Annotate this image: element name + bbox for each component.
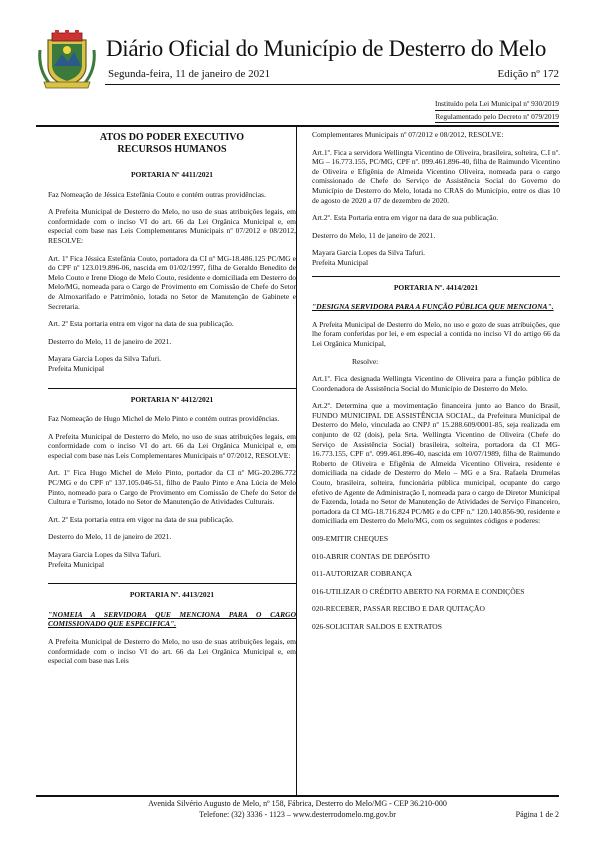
- footer-rule: [36, 795, 559, 797]
- right-column: [312, 130, 560, 640]
- portaria-4414-ementa: "DESIGNA SERVIDORA PARA A FUNÇÃO PÚBLICA QUE MENCIONA".: [312, 302, 554, 312]
- portaria-4413-art1: Art.1º. Fica a servidora Wellingta Vicentino de Oliveira, brasileira, solteira, C.I nº. MG – 16.773.155, PC/MG, CPF nº. 099.461.896-40, filha de Raimundo Vicentino de Oliveira e Efigênia de Almeida Vicentino Oliveira, nomeada para o cargo comissionado de Chefe do Serviço de Assistência Social do Governo do Município de Desterro do Melo, lotada no CRAS do Município, entre os dias 10 de agosto de 2020 a 07 de dezembro de 2020.: [312, 147, 560, 205]
- left-column: [48, 130, 296, 674]
- issue-date: Segunda-feira, 11 de janeiro de 2021: [108, 68, 271, 80]
- bank-code-item: 026-SOLICITAR SALDOS E EXTRATOS: [312, 621, 442, 631]
- legal-basis: [435, 98, 559, 123]
- portaria-4413-art2: Art.2º. Esta Portaria entra em vigor na data de sua publicação.: [312, 213, 499, 223]
- portaria-4414-preamble: A Prefeita Municipal de Desterro do Melo, no uso e gozo de suas atribuições, que lhe foram conferidas por lei, e em especial a contida no inciso VI do artigo 66 da Lei Orgânica Municipal,: [312, 319, 560, 348]
- bank-code-item: 010-ABRIR CONTAS DE DEPÓSITO: [312, 551, 430, 561]
- portaria-4414-art2: Art.2º. Determina que a movimentação financeira junto ao Banco do Brasil, FUNDO MUNICIPAL DE ASSISTÊNCIA SOCIAL, da Prefeitura Municipal de Desterro do Melo, vinculada ao CNPJ nº 15.288.609/0001-85, seja realizada em conjunto de 02 (dois), pela Srta. Wellingta Vicentino de Oliveira (Chefe do Serviço de Assistência Social) brasileira, solteira, portadora da CI MG-16.773.155, CPF nº. 099.461.896-40, nascida em 10/07/1989, filha de Raimundo Roberto de Oliveira e Efigênia de Almeida Vicentino Oliveira, residente e domiciliada na cidade de Desterro do Melo – MG e a Sra. Rafaela Drumelas Couto, brasileira, solteira, funcionária pública municipal, ocupante do cargo efetivo de Agente de Administração I, nomeada para o cargo de Diretor Municipal de Fazenda, lotada no Setor de Manutenção de Atividades de Serviço Financeiro, portadora da CI MG-18.716.824 PC/MG e do CPF n.º 120.140.856-90, residente e domiciliada em Desterro do Melo/MG, com os seguintes códigos e poderes:: [312, 401, 560, 526]
- bank-code-item: 011-AUTORIZAR COBRANÇA: [312, 569, 413, 579]
- portaria-4413-title: PORTARIA Nº. 4413/2021: [129, 590, 215, 600]
- portaria-4414-title: PORTARIA Nº. 4414/2021: [393, 282, 479, 292]
- portaria-4413-ementa: "NOMEIA A SERVIDORA QUE MENCIONA PARA O CARGO COMISSIONADO QUE ESPECIFICA".: [48, 609, 296, 629]
- section-subtitle: RECURSOS HUMANOS: [117, 144, 227, 155]
- portaria-4414-resolve: Resolve:: [352, 356, 379, 366]
- municipal-coat-of-arms-icon: [36, 30, 98, 90]
- bank-code-item: 016-UTILIZAR O CRÉDITO ABERTO NA FORMA E CONDIÇÕES: [312, 586, 525, 596]
- portaria-4413-preamble-cont: Complementares Municipais nº 07/2012 e 08/2012, RESOLVE:: [312, 130, 504, 139]
- portaria-4412-title: PORTARIA Nº 4412/2021: [130, 394, 214, 404]
- header: [36, 30, 559, 90]
- divider: [48, 583, 296, 584]
- portaria-4411-title: PORTARIA Nº 4411/2021: [130, 170, 214, 179]
- portaria-4412-signer: Mayara Garcia Lopes da Silva Tafuri.: [48, 550, 162, 560]
- regulated-decree: Regulamentado pelo Decreto nº 079/2019: [435, 111, 559, 124]
- footer-contact: Telefone: (32) 3336 - 1123 – www.desterrodomelo.mg.gov.br: [199, 810, 396, 819]
- portaria-4411-signer: Mayara Garcia Lopes da Silva Tafuri.: [48, 354, 162, 364]
- content-top-rule: [36, 125, 559, 127]
- portaria-4413-signer: Mayara Garcia Lopes da Silva Tafuri.: [312, 248, 426, 258]
- bank-code-item: 009-EMITIR CHEQUES: [312, 534, 389, 543]
- portaria-4411-preamble: A Prefeita Municipal de Desterro do Melo, no uso de suas atribuições legais, em conformidade com o inciso VI do art. 66 da Lei Orgânica Municipal e, em especial com base nas Leis Complementares Municipais nº 07/2012 e 08/2012, RESOLVE:: [48, 207, 296, 245]
- portaria-4411-art2: Art. 2º Esta portaria entra em vigor na data de sua publicação.: [48, 319, 234, 329]
- portaria-4414-art1: Art.1º. Fica designada Wellingta Vicentino de Oliveira para a função pública de Coordenadora de Assistência Social do Município de Desterro do Melo.: [312, 374, 560, 393]
- instituted-law: Instituído pela Lei Municipal nº 930/2019: [435, 98, 559, 111]
- portaria-4413-place-date: Desterro do Melo, 11 de janeiro de 2021.: [312, 230, 436, 240]
- portaria-4413-preamble: A Prefeita Municipal de Desterro do Melo, no uso de suas atribuições legais, em conformidade com o inciso VI do art. 66 da Lei Orgânica Municipal e, em especial com base nas Leis: [48, 637, 296, 666]
- portaria-4412-place-date: Desterro do Melo, 11 de janeiro de 2021.: [48, 532, 172, 542]
- footer-address: Avenida Silvério Augusto de Melo, nº 158, Fábrica, Desterro do Melo/MG - CEP 36.210-000: [148, 799, 447, 808]
- portaria-4412-role: Prefeita Municipal: [48, 559, 105, 569]
- portaria-4412-preamble: A Prefeita Municipal de Desterro do Melo, no uso de suas atribuições legais, em conformidade com o inciso VI do art. 66 da Lei Orgânica Municipal e, em especial com base nas Leis Complementares Municipais nº 07/2012, RESOLVE:: [48, 431, 296, 460]
- divider: [312, 276, 560, 277]
- portaria-4411-ementa: Faz Nomeação de Jéssica Estefânia Couto e contém outras providências.: [48, 189, 266, 199]
- section-heading: [48, 132, 296, 156]
- portaria-4412-ementa: Faz Nomeação de Hugo Michel de Melo Pinto e contém outras providências.: [48, 414, 280, 424]
- journal-title: Diário Oficial do Município de Desterro do Melo: [106, 36, 547, 61]
- portaria-4411-place-date: Desterro do Melo, 11 de janeiro de 2021.: [48, 336, 172, 346]
- portaria-4411-art1: Art. 1º Fica Jéssica Estefânia Couto, portadora da CI nº MG-18.486.125 PC/MG e do CPF nº 123.019.896-06, nascida em 01/02/1997, filha de Geraldo Benedito de Melo Couto e Irene Diogo de Melo Couto, residente e domiciliada em Desterro do Melo/MG, nomeada para o Cargo de Provimento em Comissão de Chefe do Setor de Almoxarifado e Patrimônio, lotada no Setor de Manutenção de Gabinete e Secretaria.: [48, 253, 296, 311]
- column-separator: [296, 127, 297, 795]
- bank-codes-list: [312, 534, 560, 632]
- page-number: Página 1 de 2: [515, 810, 559, 819]
- portaria-4412-art2: Art. 2º Esta portaria entra em vigor na data de sua publicação.: [48, 514, 234, 524]
- edition-number: Edição nº 172: [497, 68, 559, 80]
- portaria-4413-role: Prefeita Municipal: [312, 257, 369, 267]
- bank-code-item: 020-RECEBER, PASSAR RECIBO E DAR QUITAÇÃO: [312, 604, 485, 614]
- portaria-4412-art1: Art. 1º Fica Hugo Michel de Melo Pinto, portador da CI nº MG-20.286.772 PC/MG e do CPF nº 137.105.046-51, filho de Paulo Pinto e Ana Lúcia de Melo Pinto, nomeado para o Cargo de Provimento em Comissão de Chefe do Setor de Cultura e Turismo, lotado no Setor de Manutenção de Atividades Culturais.: [48, 468, 296, 507]
- divider: [48, 388, 296, 389]
- header-divider: [105, 84, 560, 85]
- portaria-4411-role: Prefeita Municipal: [48, 363, 105, 373]
- section-title: ATOS DO PODER EXECUTIVO: [99, 132, 245, 143]
